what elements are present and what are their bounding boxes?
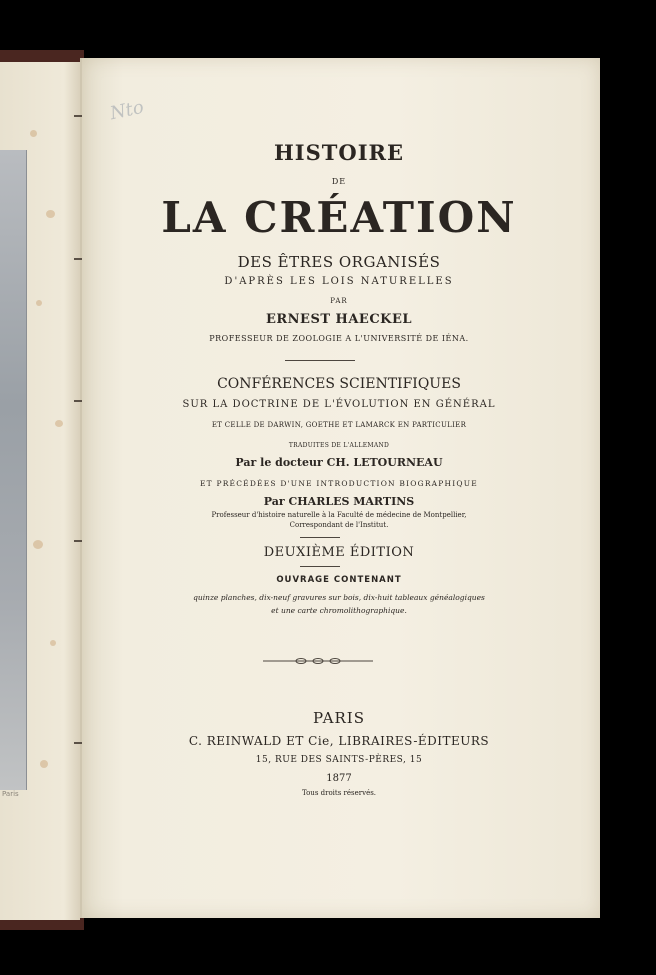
foxing-spot bbox=[30, 130, 37, 137]
foxing-spot bbox=[46, 210, 55, 218]
translator: Par le docteur CH. LETOURNEAU bbox=[235, 456, 443, 469]
intro-author: Par CHARLES MARTINS bbox=[263, 495, 415, 508]
contents-line-2: et une carte chromolithographique. bbox=[271, 606, 407, 615]
publisher: C. REINWALD ET Cie, LIBRAIRES-ÉDITEURS bbox=[188, 734, 490, 748]
publisher-address: 15, RUE DES SAINTS-PÈRES, 15 bbox=[255, 755, 423, 765]
title-line-de: DE bbox=[331, 177, 347, 186]
frontispiece-plate bbox=[0, 150, 27, 790]
preceded-note: ET PRÉCÉDÉES D'UNE INTRODUCTION BIOGRAPHIQUE bbox=[200, 479, 478, 488]
foxing-spot bbox=[55, 420, 63, 427]
contents-heading: OUVRAGE CONTENANT bbox=[276, 575, 402, 585]
foxing-spot bbox=[50, 640, 56, 646]
pencil-annotation: Nto bbox=[108, 96, 146, 125]
contents-line-1: quinze planches, dix-neuf gravures sur bois, dix-huit tableaux généalogiques bbox=[193, 593, 485, 602]
edition: DEUXIÈME ÉDITION bbox=[263, 545, 415, 560]
author-title: PROFESSEUR DE ZOOLOGIE A L'UNIVERSITÉ DE IÉNA. bbox=[209, 334, 469, 343]
title-line-histoire: HISTOIRE bbox=[273, 140, 405, 165]
publication-city: PARIS bbox=[312, 709, 366, 727]
plate-caption: Paris bbox=[2, 790, 19, 798]
par-label: PAR bbox=[330, 297, 348, 305]
conferences-title: CONFÉRENCES SCIENTIFIQUES bbox=[217, 376, 461, 392]
foxing-spot bbox=[40, 760, 48, 768]
publication-year: 1877 bbox=[326, 773, 352, 784]
binding-stitch bbox=[74, 540, 82, 542]
foxing-spot bbox=[33, 540, 43, 549]
conferences-line-2: SUR LA DOCTRINE DE L'ÉVOLUTION EN GÉNÉRAL bbox=[182, 399, 496, 410]
ornament-rule bbox=[263, 656, 373, 666]
translated-note: TRADUITES DE L'ALLEMAND bbox=[288, 442, 390, 449]
main-title: LA CRÉATION bbox=[161, 193, 517, 242]
divider-rule bbox=[300, 566, 340, 567]
divider-rule bbox=[285, 360, 355, 361]
author-name: ERNEST HAECKEL bbox=[265, 312, 413, 327]
conferences-line-3: ET CELLE DE DARWIN, GOETHE ET LAMARCK EN PARTICULIER bbox=[211, 421, 467, 429]
rights-notice: Tous droits réservés. bbox=[301, 789, 377, 797]
divider-rule bbox=[300, 537, 340, 538]
foxing-spot bbox=[36, 300, 42, 306]
martins-credentials-2: Correspondant de l'Institut. bbox=[289, 521, 389, 529]
binding-stitch bbox=[74, 115, 82, 117]
subtitle-line-2: D'APRÈS LES LOIS NATURELLES bbox=[224, 276, 454, 287]
subtitle-line-1: DES ÊTRES ORGANISÉS bbox=[237, 253, 441, 271]
martins-credentials-1: Professeur d'histoire naturelle à la Faculté de médecine de Montpellier, bbox=[211, 511, 467, 519]
